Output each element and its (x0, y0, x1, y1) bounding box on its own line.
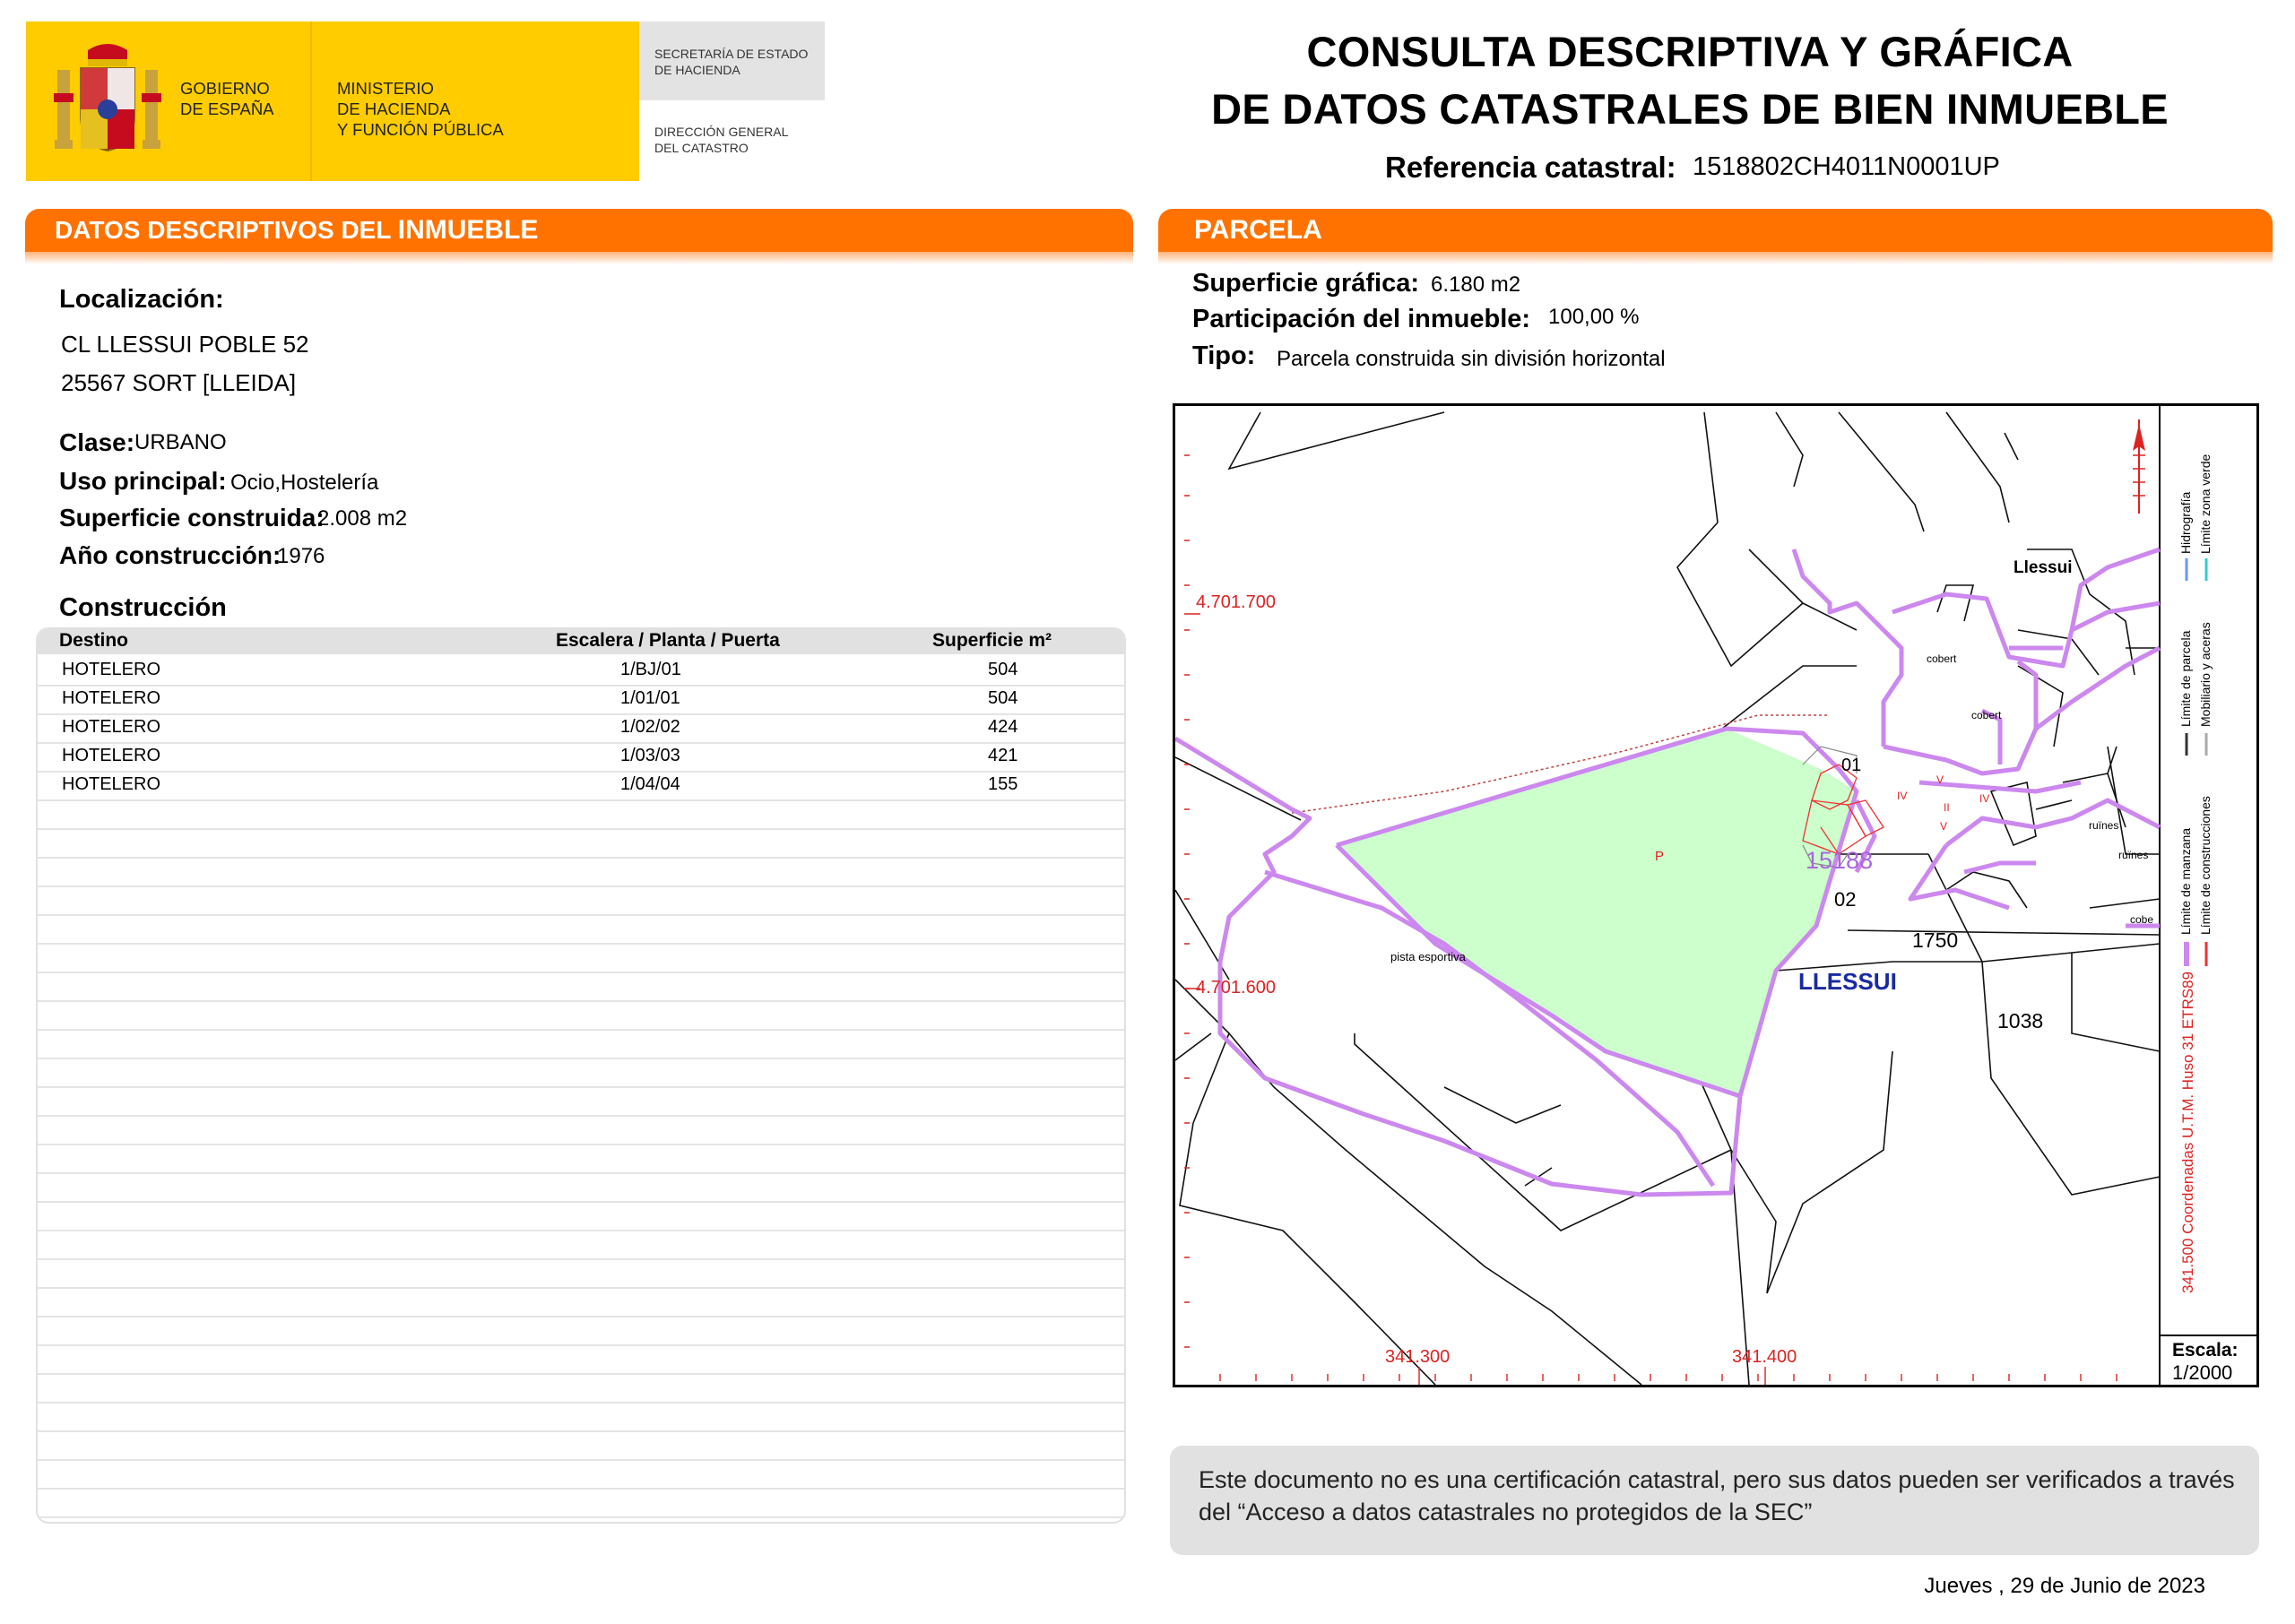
town-name-big: LLESSUI (1798, 968, 1897, 995)
north-arrow-icon (2133, 419, 2145, 514)
superficie-construida-label: Superficie construida: (59, 504, 325, 531)
cadastral-map (1173, 403, 2259, 1387)
empty-table-row (38, 1373, 1124, 1404)
anio-value: 1976 (277, 544, 325, 568)
floors-label: IV (1979, 792, 1990, 805)
empty-table-row (38, 799, 1124, 830)
cell-destino: HOTELERO (62, 774, 161, 794)
participacion-label: Participación del inmueble: (1192, 305, 1531, 333)
anio-label: Año construcción: (59, 541, 281, 569)
table-header (38, 629, 1124, 654)
empty-table-row (38, 1402, 1124, 1432)
empty-table-row (38, 1488, 1124, 1518)
scale-label: Escala: (2172, 1340, 2239, 1361)
neighbor-parcel-1038: 1038 (1997, 1009, 2044, 1032)
empty-table-row (38, 1201, 1124, 1231)
parcel-sub: 02 (1834, 888, 1857, 911)
header-superficie: Superficie m² (932, 630, 1052, 651)
empty-table-row (38, 1029, 1124, 1059)
legend-construcciones: Límite de construcciones (2198, 796, 2213, 935)
cobe-label: cobe (2130, 913, 2154, 926)
empty-table-row (38, 972, 1124, 1002)
cell-escalera: 1/02/02 (620, 717, 680, 737)
empty-table-row (38, 914, 1124, 945)
superficie-grafica-value: 6.180 m2 (1431, 272, 1521, 297)
scale-value: 1/2000 (2172, 1361, 2233, 1384)
address-line-1: CL LLESSUI POBLE 52 (61, 331, 309, 358)
construccion-heading: Construcción (59, 593, 227, 622)
construccion-table (36, 627, 1126, 1524)
floors-label: V (1940, 820, 1948, 833)
empty-table-row (38, 1230, 1124, 1260)
empty-table-row (38, 828, 1124, 859)
superficie-grafica-label: Superficie gráfica: (1192, 269, 1420, 298)
clase-label: Clase: (59, 428, 135, 456)
clase-value: URBANO (134, 430, 227, 454)
cell-superficie: 424 (988, 717, 1018, 737)
cell-destino: HOTELERO (62, 746, 161, 765)
legend-manzana: Límite de manzana (2178, 827, 2193, 935)
cell-destino: HOTELERO (62, 660, 161, 679)
logo-secretaria-text: SECRETARÍA DE ESTADO DE HACIENDA (654, 47, 809, 77)
empty-table-row (38, 1115, 1124, 1145)
empty-table-row (38, 885, 1124, 916)
legend-mobiliario: Mobiliario y aceras (2198, 622, 2213, 727)
cell-escalera: 1/03/03 (620, 746, 680, 765)
coord-x-label: 341.400 (1732, 1347, 1797, 1367)
empty-table-row (38, 1058, 1124, 1088)
parcel-p-label: P (1655, 849, 1665, 864)
descriptive-title-part2: INMUEBLE (397, 215, 539, 245)
empty-table-row (38, 1287, 1124, 1317)
coord-x-label: 341.300 (1385, 1347, 1451, 1367)
floors-label: IV (1897, 790, 1908, 802)
coat-of-arms-icon (52, 39, 163, 156)
table-row (38, 771, 1124, 801)
empty-table-row (38, 1172, 1124, 1203)
map-drawing (1175, 406, 2256, 1385)
parcel-number: 15188 (1806, 847, 1874, 874)
descriptive-section-header (25, 209, 1133, 264)
cell-superficie: 504 (988, 688, 1018, 708)
table-row (38, 742, 1124, 773)
table-row (38, 656, 1124, 687)
empty-table-row (38, 943, 1124, 973)
coord-y-label: 4.701.700 (1196, 592, 1276, 612)
disclaimer-text: Este documento no es una certificación catastral, pero sus datos pueden ser verificados a través del “Acceso a datos catastrales no protegidos de la SEC” (1199, 1466, 2235, 1525)
coord-side-label: 341.500 Coordenadas U.T.M. Huso 31 ETRS89 (2179, 971, 2196, 1293)
cell-superficie: 504 (988, 660, 1018, 679)
pista-label: pista esportiva (1390, 950, 1466, 963)
cell-superficie: 421 (988, 746, 1018, 765)
cobert-label: cobert (1927, 652, 1957, 665)
cobert-label: cobert (1971, 709, 2002, 721)
logo-ministerio-text: MINISTERIO DE HACIENDA Y FUNCIÓN PÚBLICA (337, 79, 504, 139)
legend-parcela: Límite de parcela (2178, 630, 2193, 727)
cell-destino: HOTELERO (62, 717, 161, 737)
uso-value: Ocio,Hostelería (230, 471, 379, 495)
superficie-construida-value: 2.008 m2 (317, 506, 408, 531)
empty-table-row (38, 1344, 1124, 1375)
logo-gobierno-text: GOBIERNO DE ESPAÑA (180, 79, 274, 118)
cell-destino: HOTELERO (62, 688, 161, 708)
cell-escalera: 1/04/04 (620, 774, 680, 794)
tipo-label: Tipo: (1192, 341, 1256, 370)
cell-superficie: 155 (988, 774, 1018, 794)
legend-zona-verde: Límite zona verde (2198, 454, 2213, 554)
empty-table-row (38, 1144, 1124, 1174)
localizacion-label: Localización: (59, 285, 224, 314)
empty-table-row (38, 1459, 1124, 1490)
header-destino: Destino (59, 630, 129, 651)
empty-table-row (38, 857, 1124, 887)
floors-label: II (1944, 801, 1950, 814)
participacion-value: 100,00 % (1548, 305, 1640, 329)
reference-label: Referencia catastral: (1385, 151, 1676, 184)
cell-escalera: 1/01/01 (620, 688, 680, 708)
reference-value: 1518802CH4011N0001UP (1693, 152, 2000, 181)
building-number-01: 01 (1841, 756, 1862, 775)
header-escalera: Escalera / Planta / Puerta (556, 630, 780, 651)
page-title-line-1: CONSULTA DESCRIPTIVA Y GRÁFICA (1306, 28, 2074, 75)
parcela-title: PARCELA (1194, 215, 1322, 245)
table-row (38, 713, 1124, 744)
legend-hidrografia: Hidrografía (2178, 491, 2193, 554)
address-line-2: 25567 SORT [LLEIDA] (61, 369, 297, 396)
page-title-line-2: DE DATOS CATASTRALES DE BIEN INMUEBLE (1211, 85, 2169, 133)
uso-label: Uso principal: (59, 467, 227, 495)
ruines-label: ruïnes (2089, 819, 2119, 832)
tipo-value: Parcela construida sin división horizontal (1277, 347, 1666, 371)
neighbor-parcel-1750: 1750 (1912, 929, 1959, 952)
logo-direccion-text: DIRECCIÓN GENERAL DEL CATASTRO (654, 125, 789, 155)
document-date: Jueves , 29 de Junio de 2023 (1924, 1574, 2205, 1598)
parcela-section-header (1158, 209, 2273, 264)
empty-table-row (38, 1316, 1124, 1346)
floors-label: V (1936, 773, 1944, 786)
empty-table-row (38, 1430, 1124, 1461)
town-label: Llessui (2014, 558, 2073, 577)
logo-divider (310, 22, 312, 181)
coord-y-label: 4.701.600 (1196, 978, 1276, 998)
ruines-label: ruïnes (2118, 849, 2149, 861)
empty-table-row (38, 1000, 1124, 1031)
table-row (38, 685, 1124, 715)
empty-table-row (38, 1258, 1124, 1289)
descriptive-title-part1: DATOS DESCRIPTIVOS DEL (55, 216, 398, 244)
cell-escalera: 1/BJ/01 (620, 660, 681, 679)
empty-table-row (38, 1086, 1124, 1117)
